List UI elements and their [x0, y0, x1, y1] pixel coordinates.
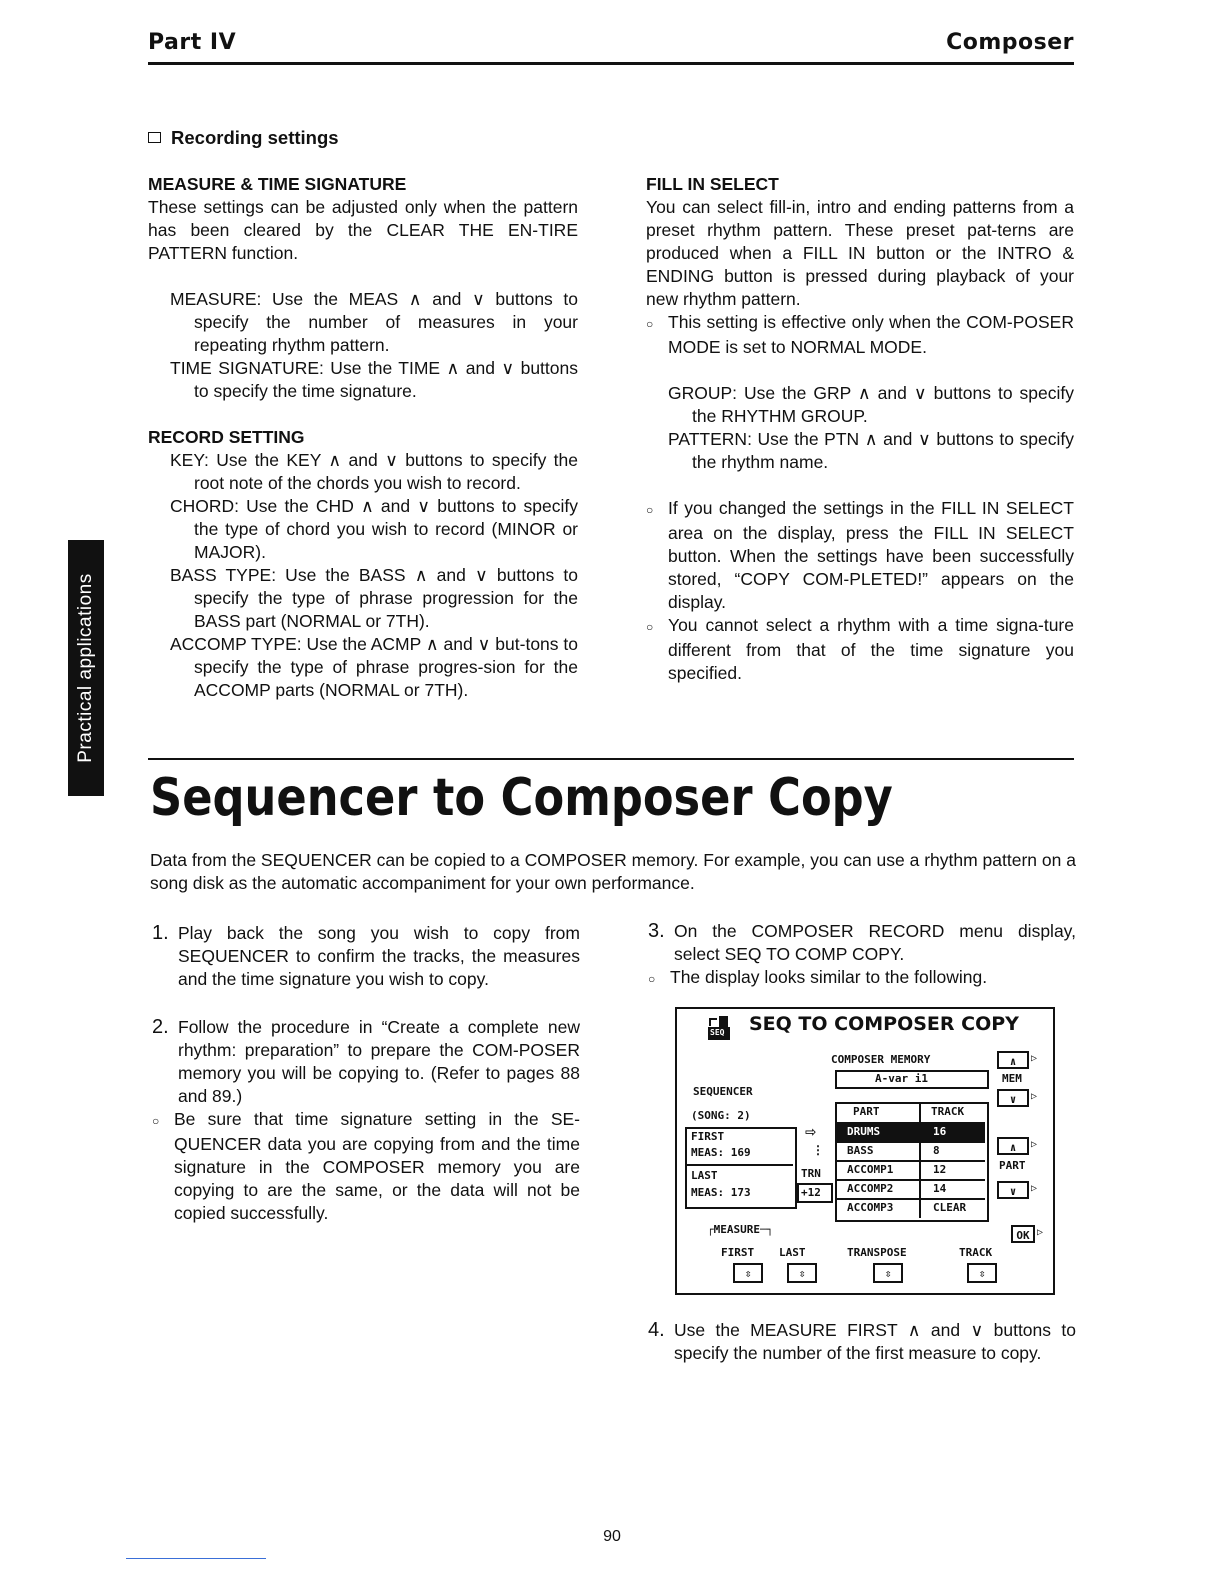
- last-button-label: LAST: [779, 1246, 806, 1259]
- left-column: [148, 173, 578, 702]
- accomp-type-item: ACCOMP TYPE: Use the ACMP ∧ and ∨ but-tons to specify the type of phrase progres-sion for the ACCOMP parts (NORMAL or 7TH).: [170, 634, 578, 700]
- memory-up-arrow-icon: ▷: [1031, 1053, 1038, 1064]
- part-header: PART: [853, 1105, 880, 1118]
- fill-in-bullet-2: [646, 614, 1074, 685]
- steps-left: [152, 922, 580, 1225]
- part-down-button[interactable]: ∨: [997, 1181, 1029, 1199]
- fill-in-note-text: This setting is effective only when the COM-POSER MODE is set to NORMAL MODE.: [668, 312, 1074, 357]
- measure-ts-intro: These settings can be adjusted only when the pattern has been cleared by the CLEAR THE EN-TIRE PATTERN function.: [148, 197, 578, 263]
- part-row[interactable]: [837, 1179, 985, 1198]
- seq-icon-label: SEQ: [710, 1028, 725, 1037]
- recording-heading-text: Recording settings: [171, 127, 339, 148]
- first-meas: MEAS: 169: [691, 1146, 751, 1159]
- section-rule: [148, 758, 1074, 760]
- fill-in-bullet-2-text: You cannot select a rhythm with a time signa-ture different from that of the time signature you specified.: [668, 615, 1074, 683]
- first-label: FIRST: [691, 1130, 725, 1143]
- part-row[interactable]: [837, 1122, 985, 1141]
- bass-type-item: BASS TYPE: Use the BASS ∧ and ∨ buttons to specify the type of phrase progression for the BASS part (NORMAL or 7TH).: [170, 565, 578, 631]
- trn-box: [797, 1183, 833, 1203]
- memory-down-arrow-icon: ▷: [1031, 1091, 1038, 1102]
- time-signature-item: TIME SIGNATURE: Use the TIME ∧ and ∨ buttons to specify the time signature.: [170, 358, 578, 401]
- song-label: (SONG: 2): [691, 1109, 751, 1122]
- part-row[interactable]: [837, 1198, 985, 1217]
- ok-arrow-icon: ▷: [1037, 1227, 1044, 1238]
- pattern-item: PATTERN: Use the PTN ∧ and ∨ buttons to specify the rhythm name.: [668, 429, 1074, 472]
- track-header: TRACK: [931, 1105, 965, 1118]
- part-name: ACCOMP1: [847, 1163, 894, 1176]
- part-down-arrow-icon: ▷: [1031, 1183, 1038, 1194]
- page-number: 90: [603, 1528, 621, 1545]
- transpose-updown-button[interactable]: ⇳: [873, 1263, 903, 1283]
- track-value: 16: [933, 1125, 947, 1138]
- recording-heading: [148, 126, 339, 149]
- track-value: CLEAR: [933, 1201, 967, 1214]
- track-button-label: TRACK: [959, 1246, 993, 1259]
- memory-up-button[interactable]: ∧: [997, 1051, 1029, 1069]
- first-updown-button[interactable]: ⇳: [733, 1263, 763, 1283]
- header-part: Part IV: [148, 30, 237, 55]
- step-4: [648, 1319, 1076, 1365]
- track-value: 8: [933, 1144, 940, 1157]
- part-name: DRUMS: [847, 1125, 881, 1138]
- fill-in-title: FILL IN SELECT: [646, 174, 779, 194]
- side-tab: [68, 540, 104, 796]
- track-value: 12: [933, 1163, 947, 1176]
- part-row[interactable]: [837, 1160, 985, 1179]
- bullet-icon: ○: [646, 620, 654, 634]
- last-meas: MEAS: 173: [691, 1186, 751, 1199]
- step-2-bullet: [152, 1108, 580, 1225]
- step-4-text: Use the MEASURE FIRST ∧ and ∨ buttons to specify the number of the first measure to copy.: [674, 1320, 1076, 1363]
- step-3-bullet-text: The display looks similar to the following.: [670, 967, 988, 987]
- right-column: [646, 173, 1074, 685]
- memory-value: A-var i1: [875, 1072, 928, 1085]
- bullet-icon: ○: [648, 972, 656, 986]
- steps-right: [648, 920, 1076, 991]
- sequencer-label: SEQUENCER: [693, 1085, 753, 1098]
- step-2-text: Follow the procedure in “Create a complete new rhythm: preparation” to prepare the COM-POSER memory you will be copying to. (Refer to pages 88 and 89.): [178, 1017, 580, 1106]
- last-updown-button[interactable]: ⇳: [787, 1263, 817, 1283]
- part-up-button[interactable]: ∧: [997, 1137, 1029, 1155]
- mem-label: MEM: [1002, 1072, 1022, 1085]
- transpose-label: TRANSPOSE: [847, 1246, 907, 1259]
- bullet-icon: ○: [152, 1114, 160, 1128]
- record-setting-title: RECORD SETTING: [148, 427, 305, 447]
- step-4-number: 4.: [648, 1319, 665, 1341]
- first-button-label: FIRST: [721, 1246, 755, 1259]
- step-1-text: Play back the song you wish to copy from SEQUENCER to confirm the tracks, the measures and the time signature you wish to copy.: [178, 923, 580, 989]
- step-3-text: On the COMPOSER RECORD menu display, select SEQ TO COMP COPY.: [674, 921, 1076, 964]
- seq-icon: [707, 1015, 731, 1041]
- step-2-number: 2.: [152, 1016, 169, 1038]
- step-2: [152, 1016, 580, 1108]
- part-up-arrow-icon: ▷: [1031, 1139, 1038, 1150]
- part-name: ACCOMP3: [847, 1201, 894, 1214]
- fill-in-bullet-1-text: If you changed the settings in the FILL IN SELECT area on the display, press the FILL IN SELECT button. When the settings have been successfully stored, “COPY COM-PLETED!” appears on the display.: [668, 498, 1074, 612]
- track-updown-button[interactable]: ⇳: [967, 1263, 997, 1283]
- footer-link-line: [126, 1558, 266, 1559]
- header-rule: [148, 62, 1074, 65]
- bullet-icon: ○: [646, 317, 654, 331]
- display-title: SEQ TO COMPOSER COPY: [749, 1013, 1019, 1035]
- part-row[interactable]: [837, 1141, 985, 1160]
- step-3-number: 3.: [648, 920, 665, 942]
- track-value: 14: [933, 1182, 947, 1195]
- measure-label: MEASURE: [713, 1223, 760, 1236]
- memory-down-button[interactable]: ∨: [997, 1089, 1029, 1107]
- group-item: GROUP: Use the GRP ∧ and ∨ buttons to specify the RHYTHM GROUP.: [668, 383, 1074, 426]
- measure-ts-title: MEASURE & TIME SIGNATURE: [148, 174, 407, 194]
- measure-item: MEASURE: Use the MEAS ∧ and ∨ buttons to specify the number of measures in your repeating rhythm pattern.: [170, 289, 578, 355]
- dots-icon: ⋮: [812, 1143, 824, 1157]
- measure-divider: [687, 1164, 793, 1166]
- key-item: KEY: Use the KEY ∧ and ∨ buttons to specify the root note of the chords you wish to record.: [170, 450, 578, 493]
- header-section: Composer: [946, 30, 1074, 55]
- section-title: Sequencer to Composer Copy: [150, 768, 893, 828]
- ok-button[interactable]: OK: [1011, 1225, 1035, 1243]
- step-3-bullet: [648, 966, 1076, 991]
- chord-item: CHORD: Use the CHD ∧ and ∨ buttons to specify the type of chord you wish to record (MINOR or MAJOR).: [170, 496, 578, 562]
- step-4-block: [648, 1319, 1076, 1365]
- part-name: BASS: [847, 1144, 874, 1157]
- last-label: LAST: [691, 1169, 718, 1182]
- step-3: [648, 920, 1076, 966]
- trn-label: TRN: [801, 1167, 821, 1180]
- step-2-bullet-text: Be sure that time signature setting in the SE-QUENCER data you are copying from and the time signature in the COMPOSER memory you are copying to are the same, or the data will not be copied successfully.: [174, 1109, 580, 1223]
- part-name: ACCOMP2: [847, 1182, 894, 1195]
- composer-memory-label: COMPOSER MEMORY: [831, 1053, 931, 1066]
- lcd-display: [675, 1007, 1055, 1295]
- fill-in-intro: You can select fill-in, intro and ending patterns from a preset rhythm pattern. These preset pat-terns are produced when a FILL IN button or the INTRO & ENDING button is pressed during playback of your new rhythm pattern.: [646, 197, 1074, 309]
- section-intro: Data from the SEQUENCER can be copied to a COMPOSER memory. For example, you can use a rhythm pattern on a song disk as the automatic accompaniment for your own performance.: [150, 850, 1076, 893]
- step-1-number: 1.: [152, 922, 169, 944]
- square-bullet-icon: [148, 132, 161, 143]
- step-1: [152, 922, 580, 991]
- bullet-icon: ○: [646, 503, 654, 517]
- trn-value: +12: [801, 1186, 821, 1199]
- fill-in-bullet-1: [646, 497, 1074, 614]
- part-label: PART: [999, 1159, 1026, 1172]
- memory-field[interactable]: [835, 1070, 989, 1089]
- measure-group-label: ┌MEASURE─┐: [707, 1223, 774, 1236]
- side-tab-label: Practical applications: [75, 573, 96, 763]
- arrow-icon: ⇨: [805, 1121, 816, 1142]
- fill-in-note: [646, 311, 1074, 359]
